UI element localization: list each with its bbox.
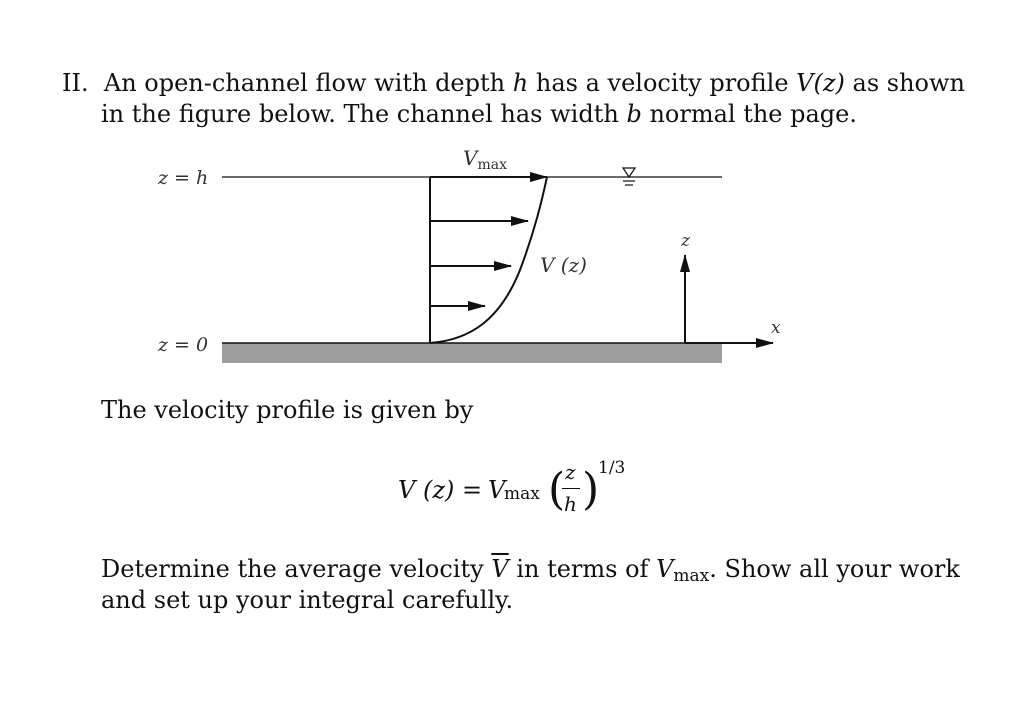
- velocity-arg: (z): [813, 69, 845, 97]
- fraction-den: h: [564, 492, 577, 516]
- problem-number: II.: [62, 69, 89, 97]
- depth-symbol: h: [512, 69, 529, 97]
- profile-label: V (z): [540, 253, 587, 277]
- question-text-c: . Show all your work: [709, 555, 960, 583]
- left-paren: (: [548, 464, 566, 515]
- intro-text-d: in the figure below. The channel has width: [101, 100, 619, 128]
- channel-bed: [222, 343, 722, 363]
- vmax-sub: max: [477, 157, 507, 173]
- question-text-a: Determine the average velocity: [101, 555, 484, 583]
- fraction-num: z: [565, 460, 576, 484]
- question-text-b: in terms of: [516, 555, 649, 583]
- fraction-bar: [562, 488, 580, 489]
- intro-text-e: normal the page.: [649, 100, 858, 128]
- vmax-label: [463, 146, 507, 173]
- label-z-0: z = 0: [158, 334, 209, 356]
- right-paren: ): [582, 464, 600, 515]
- label-z-h: z = h: [158, 167, 209, 189]
- intro-text-c: as shown: [852, 69, 965, 97]
- intro-text-b: has a velocity profile: [535, 69, 789, 97]
- question-line-1: [101, 554, 960, 588]
- question-V: V: [656, 555, 674, 583]
- question-line-2: and set up your integral carefully.: [101, 586, 514, 614]
- vmax-V: V: [463, 146, 478, 170]
- question-sub: max: [673, 566, 710, 586]
- width-symbol: b: [626, 100, 642, 128]
- equation-lhs: V (z) =: [398, 476, 483, 504]
- axis-z-label: z: [681, 231, 690, 251]
- given-text: The velocity profile is given by: [101, 396, 474, 424]
- velocity-profile-curve: [430, 177, 547, 343]
- average-velocity-symbol: $\overline{V}$: [491, 555, 509, 583]
- axis-x-label: x: [771, 318, 781, 338]
- equation-V: V: [488, 476, 506, 504]
- velocity-symbol: V: [796, 69, 814, 97]
- intro-text-a: An open-channel flow with depth: [103, 69, 506, 97]
- equation-exponent: 1/3: [598, 458, 626, 478]
- equation-sub: max: [504, 484, 540, 504]
